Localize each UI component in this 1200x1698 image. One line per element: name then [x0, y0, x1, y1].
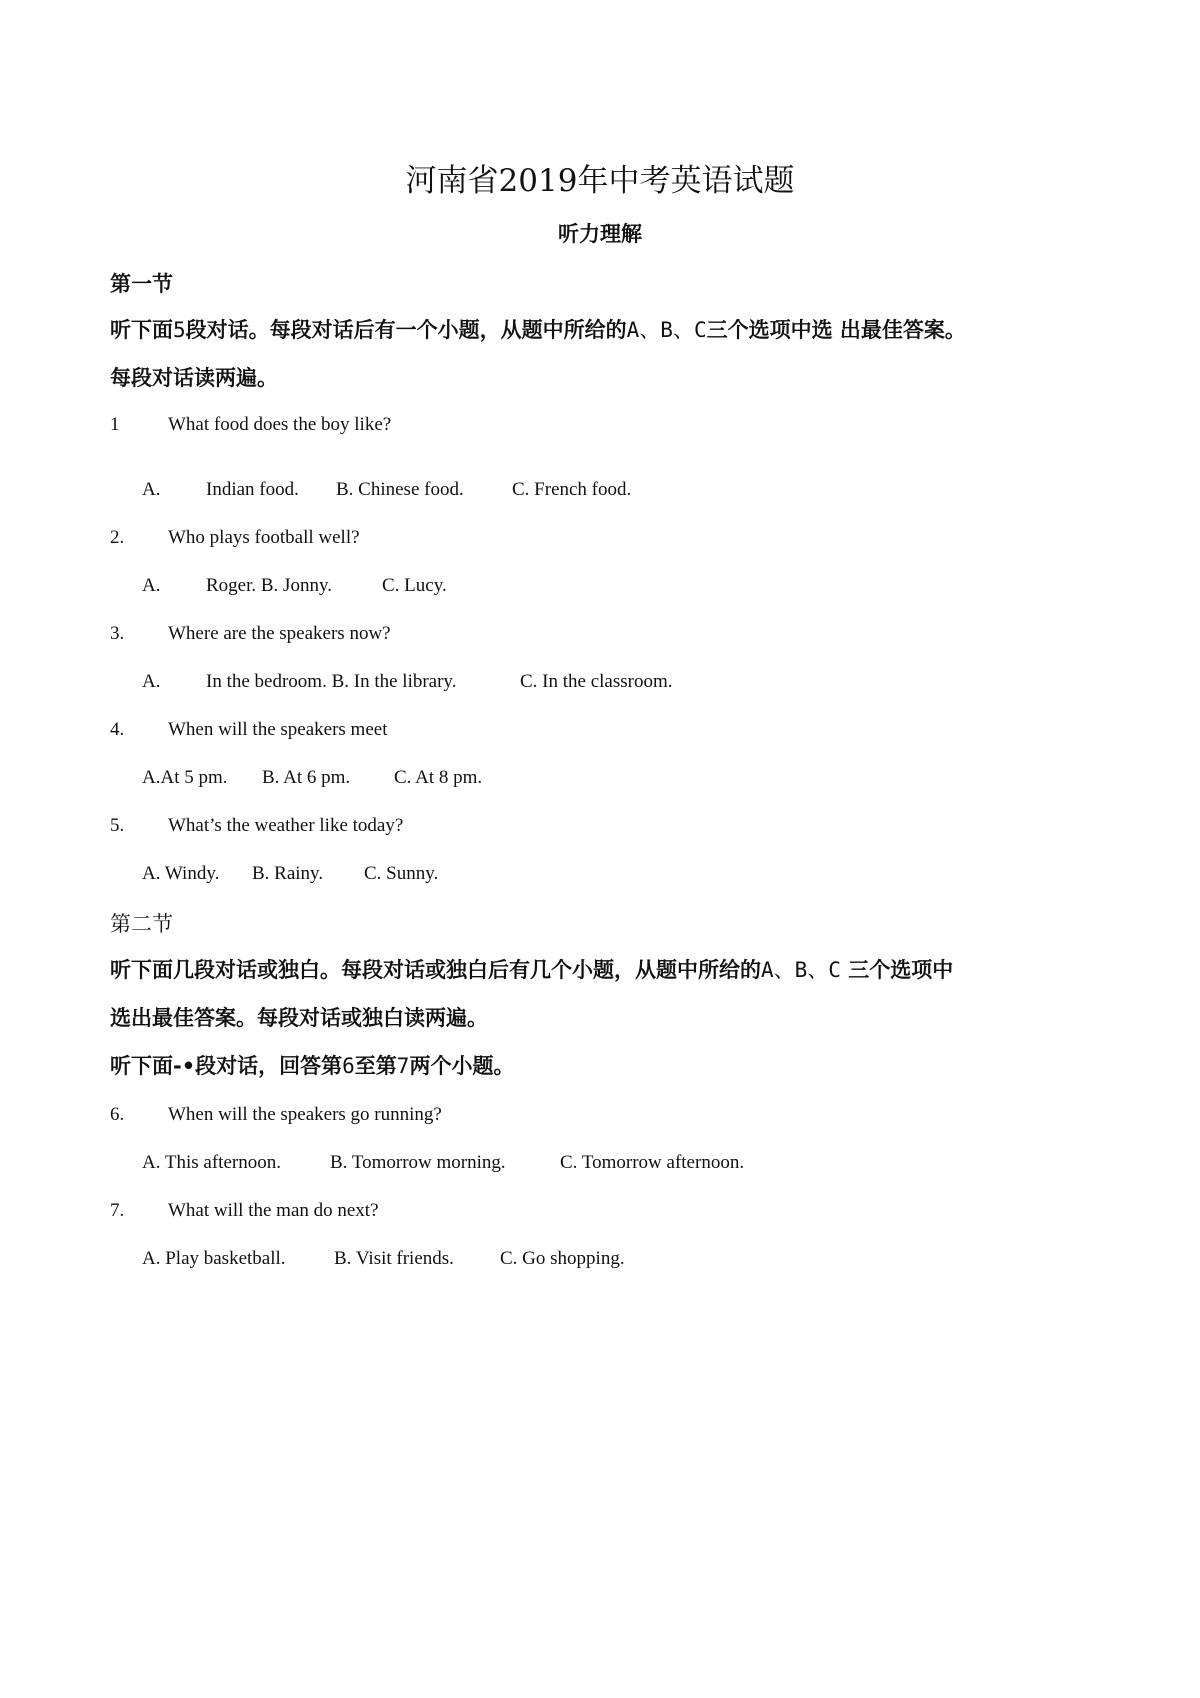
question-number: 6. [110, 1104, 125, 1125]
question-number: 5. [110, 815, 125, 836]
option-c: C. Sunny. [364, 863, 439, 884]
question-text: What will the man do next? [168, 1200, 379, 1221]
question-number: 4. [110, 719, 125, 740]
question-4-options [142, 767, 482, 789]
option-a: A. Windy. [142, 863, 220, 884]
question-6-options [142, 1152, 744, 1174]
section2-subinstruction: 听下面-•段对话，回答第6至第7两个小题。 [110, 1054, 515, 1078]
option-a: A. Play basketball. [142, 1248, 286, 1269]
question-text: When will the speakers go running? [168, 1104, 442, 1125]
question-1 [110, 414, 391, 436]
question-text: What’s the weather like today? [168, 815, 404, 836]
question-3-options [142, 671, 673, 693]
question-7-options [142, 1248, 625, 1270]
option-a: Indian food. [206, 479, 299, 500]
question-text: When will the speakers meet [168, 719, 388, 740]
question-text: Where are the speakers now? [168, 623, 391, 644]
question-number: 2. [110, 527, 125, 548]
question-4 [110, 719, 387, 741]
section1-instruction [110, 306, 1110, 402]
question-1-options [142, 479, 631, 501]
option-ab: In the bedroom. B. In the library. [206, 671, 457, 692]
question-number: 3. [110, 623, 125, 644]
option-a: A.At 5 pm. [142, 767, 228, 788]
question-5-options [142, 863, 438, 885]
option-c: C. Tomorrow afternoon. [560, 1152, 745, 1173]
section2-instruction-line1: 听下面几段对话或独白。每段对话或独白后有几个小题，从题中所给的A、B、C 三个选项中 [110, 958, 954, 982]
option-ab: Roger. B. Jonny. [206, 575, 332, 596]
question-7 [110, 1200, 379, 1222]
question-text: Who plays football well? [168, 527, 360, 548]
option-a: A. This afternoon. [142, 1152, 281, 1173]
option-label: A. [142, 575, 161, 596]
question-5 [110, 815, 403, 837]
option-b: B. Visit friends. [334, 1248, 454, 1269]
question-text: What food does the boy like? [168, 414, 392, 435]
option-b: B. Rainy. [252, 863, 324, 884]
option-label: A. [142, 479, 161, 500]
question-number: 1 [110, 414, 120, 435]
question-6 [110, 1104, 442, 1126]
section1-heading: 第一节 [110, 272, 173, 296]
option-c: C. In the classroom. [520, 671, 673, 692]
section2-instruction-line2: 选出最佳答案。每段对话或独白读两遍。 [110, 1006, 488, 1030]
option-c: C. At 8 pm. [394, 767, 483, 788]
section2-instruction [110, 946, 1110, 1090]
option-c: C. French food. [512, 479, 632, 500]
option-b: B. Tomorrow morning. [330, 1152, 506, 1173]
question-number: 7. [110, 1200, 125, 1221]
section1-instruction-line2: 每段对话读两遍。 [110, 366, 278, 390]
option-b: B. Chinese food. [336, 479, 464, 500]
option-c: C. Go shopping. [500, 1248, 625, 1269]
page-title: 河南省2019年中考英语试题 [405, 163, 795, 199]
section-title: 听力理解 [558, 222, 642, 246]
option-c: C. Lucy. [382, 575, 447, 596]
question-3 [110, 623, 391, 645]
option-b: B. At 6 pm. [262, 767, 351, 788]
question-2 [110, 527, 360, 549]
question-2-options [142, 575, 447, 597]
option-label: A. [142, 671, 161, 692]
section1-instruction-line1: 听下面5段对话。每段对话后有一个小题，从题中所给的A、B、C三个选项中选 出最佳答案。 [110, 318, 966, 342]
section2-heading: 第二节 [110, 912, 173, 936]
